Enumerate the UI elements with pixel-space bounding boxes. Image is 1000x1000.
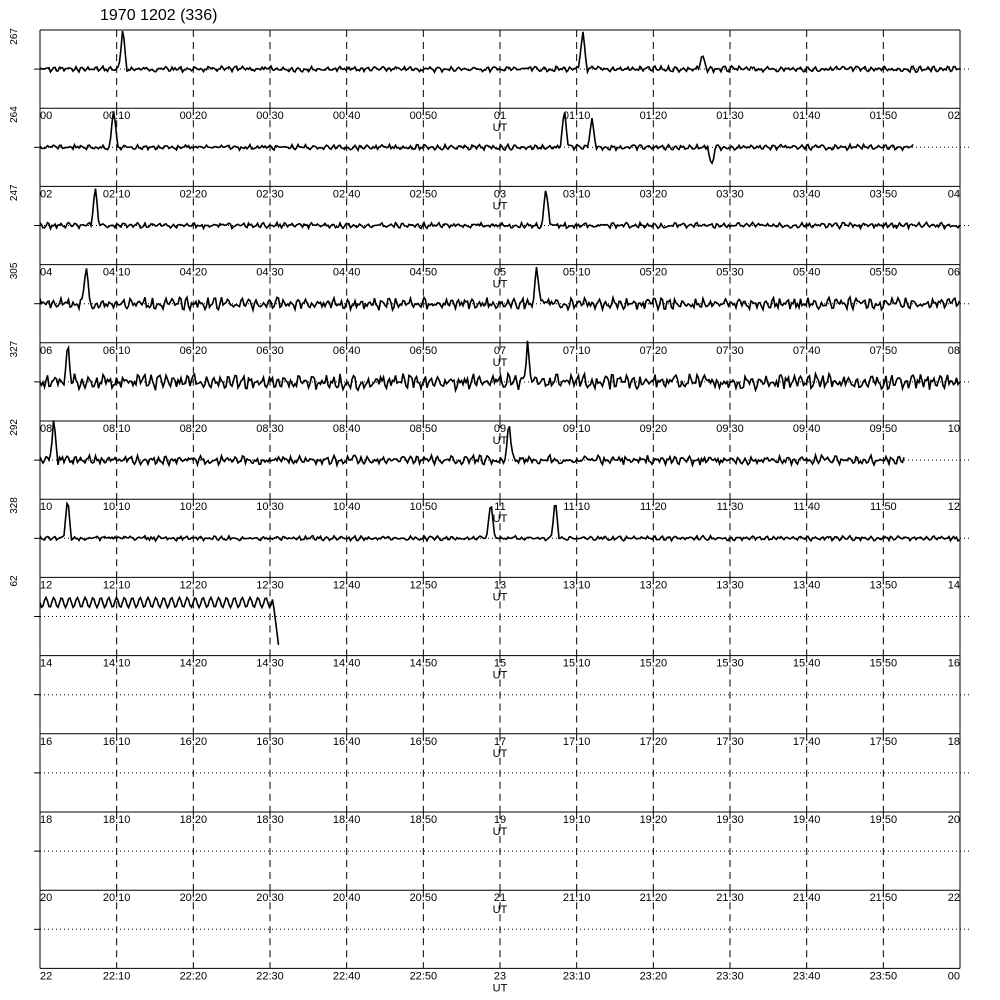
tick-label: 03:30 (716, 188, 744, 201)
x-axis-label: UT (492, 278, 508, 291)
tick-label: 09:30 (716, 423, 744, 435)
tick-label: 14:50 (409, 657, 438, 670)
tick-label: 00:40 (332, 110, 361, 123)
scale-label: 247 (9, 184, 20, 202)
x-axis-label: UT (492, 669, 508, 682)
tick-label: 12:50 (409, 579, 438, 592)
tick-label: 04 (947, 188, 960, 201)
tick-label: 11:50 (869, 501, 897, 514)
x-axis-label: UT (492, 747, 508, 760)
tick-label: 13:40 (792, 579, 821, 592)
scale-label: 292 (9, 419, 20, 436)
tick-label: 04:40 (332, 266, 361, 279)
tick-label: 19:40 (792, 814, 821, 826)
panels-group (9, 28, 970, 995)
panel-08 (9, 340, 970, 447)
tick-label: 02:30 (256, 188, 284, 201)
x-axis-label: UT (492, 513, 508, 526)
tick-label: 15:30 (716, 657, 744, 670)
scale-label: 62 (9, 575, 20, 587)
tick-label: 15:20 (639, 657, 668, 670)
tick-label: 14:40 (332, 657, 361, 670)
tick-label: 15:50 (869, 657, 898, 670)
tick-label: 02:40 (332, 188, 361, 201)
tick-label: 10:40 (332, 501, 361, 514)
tick-label: 11:20 (639, 501, 667, 514)
tick-label: 01:40 (792, 110, 821, 123)
tick-label: 12:20 (179, 579, 208, 592)
tick-label: 05:20 (639, 266, 668, 279)
tick-label: 07:10 (562, 344, 591, 357)
tick-label: 18:20 (179, 814, 208, 826)
panel-06 (9, 262, 970, 369)
tick-label: 06:20 (179, 344, 208, 357)
tick-label: 20:30 (256, 892, 284, 905)
tick-label: 00:50 (409, 110, 438, 123)
tick-label: 05:30 (716, 266, 744, 279)
tick-label: 22:10 (102, 970, 131, 983)
tick-label: 02:20 (179, 188, 208, 201)
tick-label: 00 (947, 970, 960, 983)
tick-label: 04 (40, 266, 53, 279)
x-axis-label: UT (492, 356, 508, 369)
tick-label: 05 (493, 266, 507, 279)
tick-label: 23:20 (639, 970, 668, 983)
tick-label: 23:30 (716, 970, 744, 983)
tick-label: 18:40 (332, 814, 361, 826)
tick-label: 17 (493, 735, 507, 748)
tick-label: 10:20 (179, 501, 208, 514)
tick-label: 01 (493, 110, 507, 123)
tick-label: 10 (40, 501, 53, 514)
tick-label: 13:30 (716, 579, 744, 592)
tick-label: 12:30 (256, 579, 284, 592)
tick-label: 19:30 (716, 814, 744, 826)
tick-label: 10:30 (256, 501, 284, 514)
tick-label: 23:50 (869, 970, 898, 983)
tick-label: 03:20 (639, 188, 668, 201)
tick-label: 13 (493, 579, 507, 592)
tick-label: 22:50 (409, 970, 438, 983)
tick-label: 07 (493, 344, 507, 357)
x-axis-label: UT (492, 122, 508, 135)
tick-label: 00:10 (102, 110, 131, 123)
tick-label: 19 (493, 814, 507, 826)
tick-label: 03:50 (869, 188, 898, 201)
scale-label: 305 (9, 262, 20, 280)
tick-label: 07:20 (639, 344, 668, 357)
tick-label: 23:40 (792, 970, 821, 983)
tick-label: 09:20 (639, 423, 668, 435)
tick-label: 16 (40, 735, 53, 748)
tick-label: 14:20 (179, 657, 208, 670)
tick-label: 20:40 (332, 892, 361, 905)
tick-label: 16:10 (102, 735, 131, 748)
tick-label: 07:50 (869, 344, 898, 357)
tick-label: 15:10 (562, 657, 591, 670)
tick-label: 06 (40, 344, 53, 357)
waveform-line (40, 598, 279, 645)
tick-label: 00:20 (179, 110, 208, 123)
tick-label: 18:50 (409, 814, 438, 826)
tick-label: 05:50 (869, 266, 898, 279)
tick-label: 12:40 (332, 579, 361, 592)
tick-label: 17:30 (716, 735, 744, 748)
tick-label: 06:50 (409, 344, 438, 357)
tick-label: 10:50 (409, 501, 438, 514)
tick-label: 14:30 (256, 657, 284, 670)
tick-label: 01:30 (716, 110, 744, 123)
tick-label: 13:20 (639, 579, 668, 592)
tick-label: 07:40 (792, 344, 821, 357)
tick-label: 02:10 (102, 188, 131, 201)
tick-label: 20:20 (179, 892, 208, 905)
tick-label: 18 (947, 735, 960, 748)
tick-label: 16:40 (332, 735, 361, 748)
tick-label: 08:40 (332, 423, 361, 435)
tick-label: 17:40 (792, 735, 821, 748)
tick-label: 06:40 (332, 344, 361, 357)
tick-label: 09 (493, 423, 507, 435)
tick-label: 19:20 (639, 814, 668, 826)
tick-label: 18:10 (102, 814, 131, 826)
tick-label: 14 (40, 657, 53, 670)
tick-label: 01:50 (869, 110, 898, 123)
tick-label: 23:10 (562, 970, 591, 983)
tick-label: 08 (40, 423, 53, 435)
tick-label: 11:40 (793, 501, 821, 514)
tick-label: 01:20 (639, 110, 668, 123)
waveform-line (40, 420, 904, 465)
tick-label: 01:10 (562, 110, 591, 123)
tick-label: 03:40 (792, 188, 821, 201)
tick-label: 18 (40, 814, 53, 826)
tick-label: 05:40 (792, 266, 821, 279)
tick-label: 12:10 (102, 579, 131, 592)
tick-label: 07:30 (716, 344, 744, 357)
scale-label: 327 (9, 340, 20, 358)
x-axis-label: UT (492, 982, 508, 995)
tick-label: 11:30 (716, 501, 744, 514)
tick-label: 04:20 (179, 266, 208, 279)
tick-label: 16 (947, 657, 960, 670)
tick-label: 20:50 (409, 892, 438, 905)
tick-label: 21:50 (869, 892, 898, 905)
scale-label: 264 (9, 106, 20, 123)
tick-label: 04:30 (256, 266, 284, 279)
tick-label: 13:10 (562, 579, 591, 592)
tick-label: 23 (493, 970, 507, 983)
tick-label: 22:30 (256, 970, 284, 983)
tick-label: 21 (493, 892, 507, 905)
tick-label: 17:50 (869, 735, 898, 748)
tick-label: 04:10 (102, 266, 131, 279)
tick-label: 08:50 (409, 423, 438, 435)
tick-label: 08:30 (256, 423, 284, 435)
tick-label: 22:40 (332, 970, 361, 983)
scale-label: 267 (9, 28, 20, 45)
tick-label: 12 (40, 579, 53, 592)
tick-label: 16:20 (179, 735, 208, 748)
chart-title: 1970 1202 (336) (100, 7, 218, 24)
tick-label: 03:10 (562, 188, 591, 201)
tick-label: 03 (493, 188, 507, 201)
tick-label: 09:40 (792, 423, 821, 435)
tick-label: 22:20 (179, 970, 208, 983)
tick-label: 17:20 (639, 735, 668, 748)
tick-label: 20 (947, 814, 960, 826)
tick-label: 21:10 (562, 892, 591, 905)
tick-label: 06:30 (256, 344, 284, 357)
scale-label: 328 (9, 497, 20, 514)
tick-label: 09:10 (562, 423, 591, 435)
tick-label: 21:40 (792, 892, 821, 905)
tick-label: 21:30 (716, 892, 744, 905)
x-axis-label: UT (492, 826, 508, 838)
tick-label: 19:10 (562, 814, 591, 826)
tick-label: 09:50 (869, 423, 898, 435)
tick-label: 16:30 (256, 735, 284, 748)
tick-label: 22 (40, 970, 53, 983)
tick-label: 14:10 (102, 657, 131, 670)
tick-label: 06:10 (102, 344, 131, 357)
tick-label: 06 (947, 266, 960, 279)
tick-label: 20 (40, 892, 53, 905)
x-axis-label: UT (492, 435, 508, 447)
tick-label: 05:10 (562, 266, 591, 279)
tick-label: 16:50 (409, 735, 438, 748)
panel-12 (9, 497, 970, 604)
tick-label: 08:20 (179, 423, 208, 435)
tick-label: 17:10 (562, 735, 591, 748)
tick-label: 15 (493, 657, 507, 670)
tick-label: 21:20 (639, 892, 668, 905)
tick-label: 15:40 (792, 657, 821, 670)
tick-label: 11 (494, 501, 506, 514)
x-axis-label: UT (492, 591, 508, 604)
tick-label: 08:10 (102, 423, 131, 435)
x-axis-label: UT (492, 200, 508, 213)
tick-label: 11:10 (563, 501, 591, 514)
tick-label: 02 (40, 188, 53, 201)
tick-label: 20:10 (102, 892, 131, 905)
tick-label: 10:10 (102, 501, 131, 514)
panel-04 (9, 184, 970, 291)
x-axis-label: UT (492, 904, 508, 917)
tick-label: 00 (40, 110, 53, 123)
tick-label: 14 (947, 579, 960, 592)
tick-label: 10 (947, 423, 960, 435)
panel-00 (9, 28, 970, 135)
waveform-line (40, 111, 913, 163)
panel-14 (9, 575, 970, 682)
tick-label: 02:50 (409, 188, 438, 201)
tick-label: 22 (947, 892, 960, 905)
tick-label: 19:50 (869, 814, 898, 826)
panel-02 (9, 106, 970, 213)
tick-label: 02 (947, 110, 960, 123)
tick-label: 00:30 (256, 110, 284, 123)
tick-label: 08 (947, 344, 960, 357)
tick-label: 12 (947, 501, 960, 514)
tick-label: 18:30 (256, 814, 284, 826)
tick-label: 13:50 (869, 579, 898, 592)
tick-label: 04:50 (409, 266, 438, 279)
